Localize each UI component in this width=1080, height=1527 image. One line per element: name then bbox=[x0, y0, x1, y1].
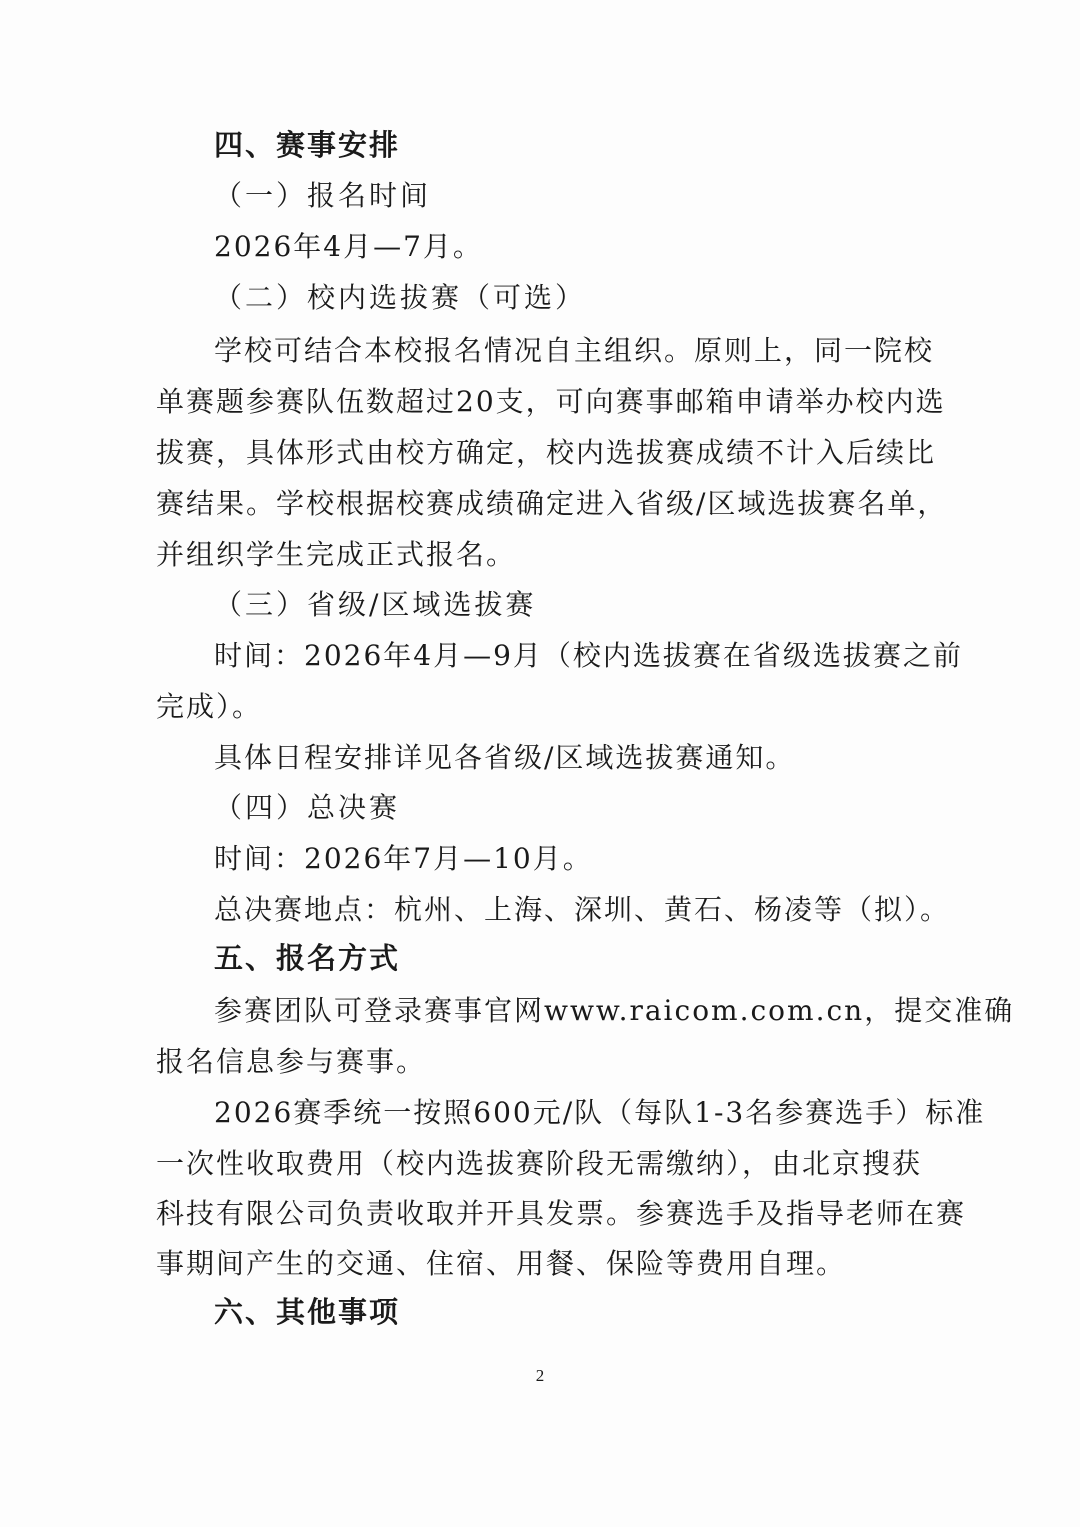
paragraph-line: 单赛题参赛队伍数超过20支，可向赛事邮箱申请举办校内选 bbox=[156, 385, 946, 418]
paragraph-line: 完成）。 bbox=[156, 690, 263, 723]
finals-location-text: 总决赛地点：杭州、上海、深圳、黄石、杨凌等（拟）。 bbox=[214, 893, 951, 926]
finals-time-text: 时间：2026年7月—10月。 bbox=[214, 842, 593, 875]
paragraph-line: 2026赛季统一按照600元/队（每队1-3名参赛选手）标准 bbox=[214, 1096, 986, 1129]
subheading-finals: （四）总决赛 bbox=[214, 791, 401, 824]
registration-time-text: 2026年4月—7月。 bbox=[214, 230, 483, 263]
paragraph-line: 报名信息参与赛事。 bbox=[156, 1045, 427, 1078]
paragraph-line: 一次性收取费用（校内选拔赛阶段无需缴纳），由北京搜获 bbox=[156, 1147, 923, 1180]
page-number: 2 bbox=[535, 1366, 545, 1385]
paragraph-line: 学校可结合本校报名情况自主组织。原则上，同一院校 bbox=[214, 334, 935, 367]
paragraph-line: 拔赛，具体形式由校方确定，校内选拔赛成绩不计入后续比 bbox=[156, 436, 937, 469]
paragraph-line: 科技有限公司负责收取并开具发票。参赛选手及指导老师在赛 bbox=[156, 1197, 967, 1230]
paragraph-line: 时间：2026年4月—9月（校内选拔赛在省级选拔赛之前 bbox=[214, 639, 963, 672]
section-heading-other-matters: 六、其他事项 bbox=[214, 1295, 401, 1329]
subheading-provincial-selection: （三）省级/区域选拔赛 bbox=[214, 588, 537, 621]
paragraph-line: 并组织学生完成正式报名。 bbox=[156, 538, 517, 571]
section-heading-schedule: 四、赛事安排 bbox=[214, 128, 401, 162]
paragraph-line: 事期间产生的交通、住宿、用餐、保险等费用自理。 bbox=[156, 1247, 847, 1280]
paragraph-line: 具体日程安排详见各省级/区域选拔赛通知。 bbox=[214, 741, 796, 774]
subheading-school-selection: （二）校内选拔赛（可选） bbox=[214, 281, 587, 314]
paragraph-line: 赛结果。学校根据校赛成绩确定进入省级/区域选拔赛名单， bbox=[156, 487, 948, 520]
section-heading-registration-method: 五、报名方式 bbox=[214, 941, 401, 975]
subheading-registration-time: （一）报名时间 bbox=[214, 179, 432, 212]
paragraph-line: 参赛团队可登录赛事官网www.raicom.com.cn，提交准确 bbox=[214, 994, 1015, 1027]
